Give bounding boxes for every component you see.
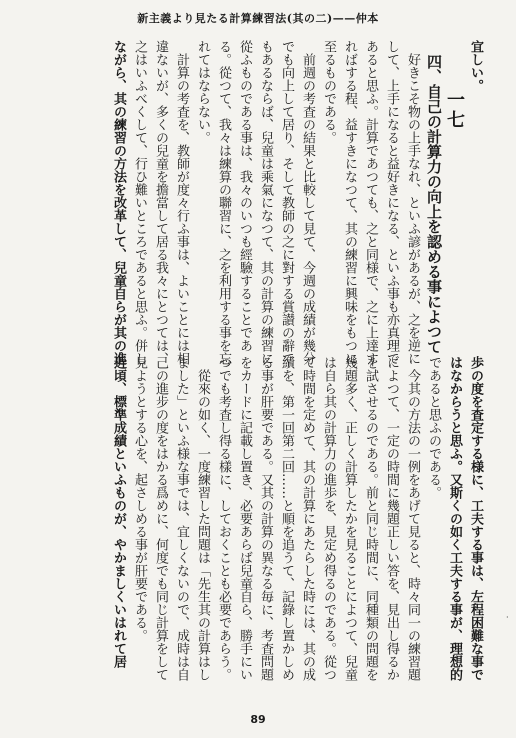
text-line: あると思ふ。計算であつても、之と同様で、之に上達す xyxy=(363,40,378,365)
section-number: 一七 xyxy=(444,90,465,130)
text-line: 見ようとする心を、起さしめる事が肝要である。 xyxy=(132,356,147,642)
text-line: 從來の如く、一度練習した問題は「先生其の計算はし xyxy=(195,369,210,681)
section-heading: 四、自己の計算力の向上を認める事によつて xyxy=(425,54,443,354)
text-line: 己の進步の度をはかる爲めに、何度でも同じ計算をして xyxy=(153,356,168,681)
margin-mark: · xyxy=(506,613,509,622)
text-line: をカードに記載し置き、必要あらば兒童自ら、勝手にい xyxy=(237,356,252,681)
text-line: ればする程、益すきになつて、其の練習に興味をもつに xyxy=(342,40,357,365)
text-line: ました」といふ様な事では、宜しくないので、成時は自 xyxy=(174,356,189,681)
text-line: ながら、其の練習の方法を改革して、兒童自らが其の進 xyxy=(111,40,126,365)
text-line: はなからうと思ふ。又斯くの如く工夫する事が、理想的 xyxy=(447,356,462,681)
text-line: を試させるのである。前と同じ時間に、同種類の問題を xyxy=(363,356,378,681)
lower-text-column xyxy=(111,356,486,718)
running-head: 新主義より見たる計算練習法(其の二)——仲本 xyxy=(137,12,379,25)
text-line: 好きこそ物の上手なれ、といふ諺があるが、之を逆に xyxy=(405,53,420,365)
text-line: る事が肝要である。又其の計算の異なる毎に、考査問題 xyxy=(258,356,273,681)
text-line: 至るものである。 xyxy=(321,40,336,144)
page-number: 89 xyxy=(250,713,266,726)
text-line: 績を、第一回第二回……と順を追うて、記錄し置かしめ xyxy=(279,356,294,681)
text-line: れてはならない。 xyxy=(195,40,210,144)
text-line: 歩の度を査定する様に、工夫する事は、左程困難な事で xyxy=(468,356,483,681)
text-line: 從ふものである事は、我々のいつも經驗することであ xyxy=(237,40,252,352)
text-line: は自ら其の計算力の進歩を、見定め得るのである。從つ xyxy=(321,356,336,681)
text-line: て時間を定めて、其の計算にあたらした時には、其の成 xyxy=(300,356,315,681)
text-line: 幾題多く、正しく計算したかを見ることによつて、兒童 xyxy=(342,356,357,681)
text-line: 之はいふべくして、行ひ難いところであると思ふ。併し xyxy=(132,40,147,365)
text-line: でも向上して居り、そして教師の之に對する賞讃の辭で xyxy=(279,40,294,365)
text-line: であると思ふのである。 xyxy=(426,356,441,499)
text-line: もあるならば、兒童は乘氣になつて、其の計算の練習に xyxy=(258,40,273,365)
text-line: つでも考査し得る樣に、しておくことも必要であらう。 xyxy=(216,356,231,681)
text-line: して、上手になると益好きになる、といふ事も亦真理で xyxy=(384,40,399,365)
text-line: 前週の考査の結果と比較して見て、今週の成績が幾分 xyxy=(300,53,315,365)
upper-text-column xyxy=(92,40,486,365)
text-line: る。從つて、我々は練算の聯習に、之を利用する事を忘 xyxy=(216,40,231,365)
text-line: によつて、一定の時間に幾題正しい答を、見出し得るか xyxy=(384,356,399,681)
text-line: 計算の考査を、教師が度々行ふ事は、よいことには相 xyxy=(174,53,189,365)
text-line: 近頃、標準成績といふものが、やかましくいはれて居 xyxy=(111,356,126,668)
text-line: 今其の方法の一例をあげて見ると、時々同一の練習題 xyxy=(405,369,420,681)
text-line: 違ないが、多くの兒童を擔當して居る我々にとつては、 xyxy=(153,40,168,365)
closing-text: 宜しい。 xyxy=(468,40,483,92)
